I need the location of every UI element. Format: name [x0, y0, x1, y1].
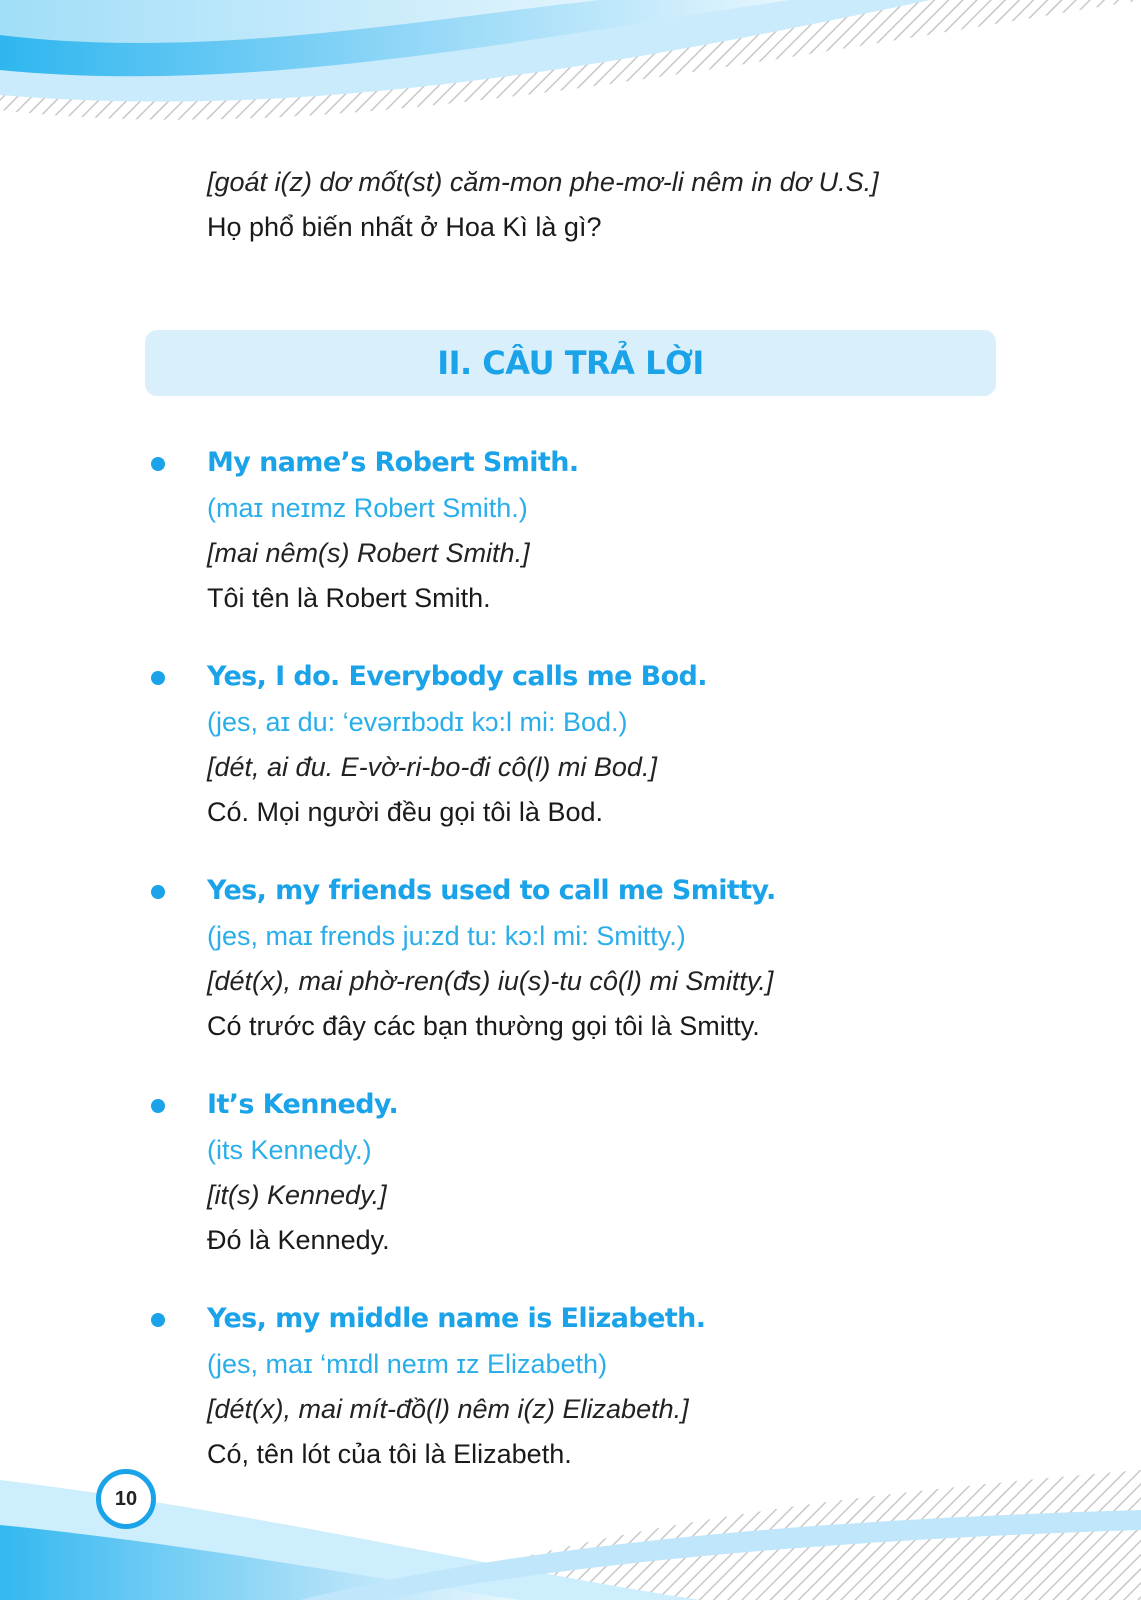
- page-number: 10: [96, 1469, 156, 1529]
- section-title: II. CÂU TRẢ LỜI: [437, 344, 704, 382]
- answer-english: It’s Kennedy.: [207, 1089, 399, 1120]
- answer-item: [147, 868, 1047, 1049]
- answer-english: Yes, my friends used to call me Smitty.: [207, 875, 776, 906]
- answer-translation: Tôi tên là Robert Smith.: [207, 583, 491, 613]
- answer-item: [147, 440, 1047, 621]
- answer-ipa: (its Kennedy.): [207, 1135, 372, 1165]
- answer-translation: Có trước đây các bạn thường gọi tôi là Smitty.: [207, 1011, 760, 1041]
- intro-pronunciation: [goát i(z) dơ mốt(st) căm-mon phe-mơ-li nêm in dơ U.S.]: [207, 167, 879, 197]
- answer-item: [147, 1082, 1047, 1263]
- answer-list: [147, 440, 1047, 1510]
- section-header: [145, 330, 996, 396]
- answer-pronunciation: [it(s) Kennedy.]: [207, 1180, 387, 1210]
- answer-item: [147, 654, 1047, 835]
- answer-ipa: (maɪ neɪmz Robert Smith.): [207, 493, 528, 523]
- answer-english: Yes, my middle name is Elizabeth.: [207, 1303, 706, 1334]
- top-wave-decoration: [0, 0, 1141, 150]
- answer-translation: Đó là Kennedy.: [207, 1225, 390, 1255]
- answer-english: Yes, I do. Everybody calls me Bod.: [207, 661, 707, 692]
- answer-ipa: (jes, aɪ du: ‘evərɪbɔdɪ kɔ:l mi: Bod.): [207, 707, 628, 737]
- answer-pronunciation: [dét(x), mai phờ-ren(đs) iu(s)-tu cô(l) mi Smitty.]: [207, 966, 774, 996]
- bullet-icon: [151, 885, 165, 899]
- bullet-icon: [151, 1099, 165, 1113]
- answer-translation: Có. Mọi người đều gọi tôi là Bod.: [207, 797, 603, 827]
- intro-block: [207, 160, 879, 250]
- bullet-icon: [151, 671, 165, 685]
- answer-item: [147, 1296, 1047, 1477]
- answer-ipa: (jes, maɪ frends ju:zd tu: kɔ:l mi: Smitty.): [207, 921, 686, 951]
- answer-translation: Có, tên lót của tôi là Elizabeth.: [207, 1439, 572, 1469]
- answer-pronunciation: [mai nêm(s) Robert Smith.]: [207, 538, 530, 568]
- answer-pronunciation: [dét, ai đu. E-vờ-ri-bo-đi cô(l) mi Bod.]: [207, 752, 657, 782]
- intro-translation: Họ phổ biến nhất ở Hoa Kì là gì?: [207, 212, 602, 242]
- bullet-icon: [151, 1313, 165, 1327]
- answer-ipa: (jes, maɪ ‘mɪdl neɪm ɪz Elizabeth): [207, 1349, 608, 1379]
- bullet-icon: [151, 457, 165, 471]
- answer-english: My name’s Robert Smith.: [207, 447, 579, 478]
- answer-pronunciation: [dét(x), mai mít-đồ(l) nêm i(z) Elizabeth.]: [207, 1394, 689, 1424]
